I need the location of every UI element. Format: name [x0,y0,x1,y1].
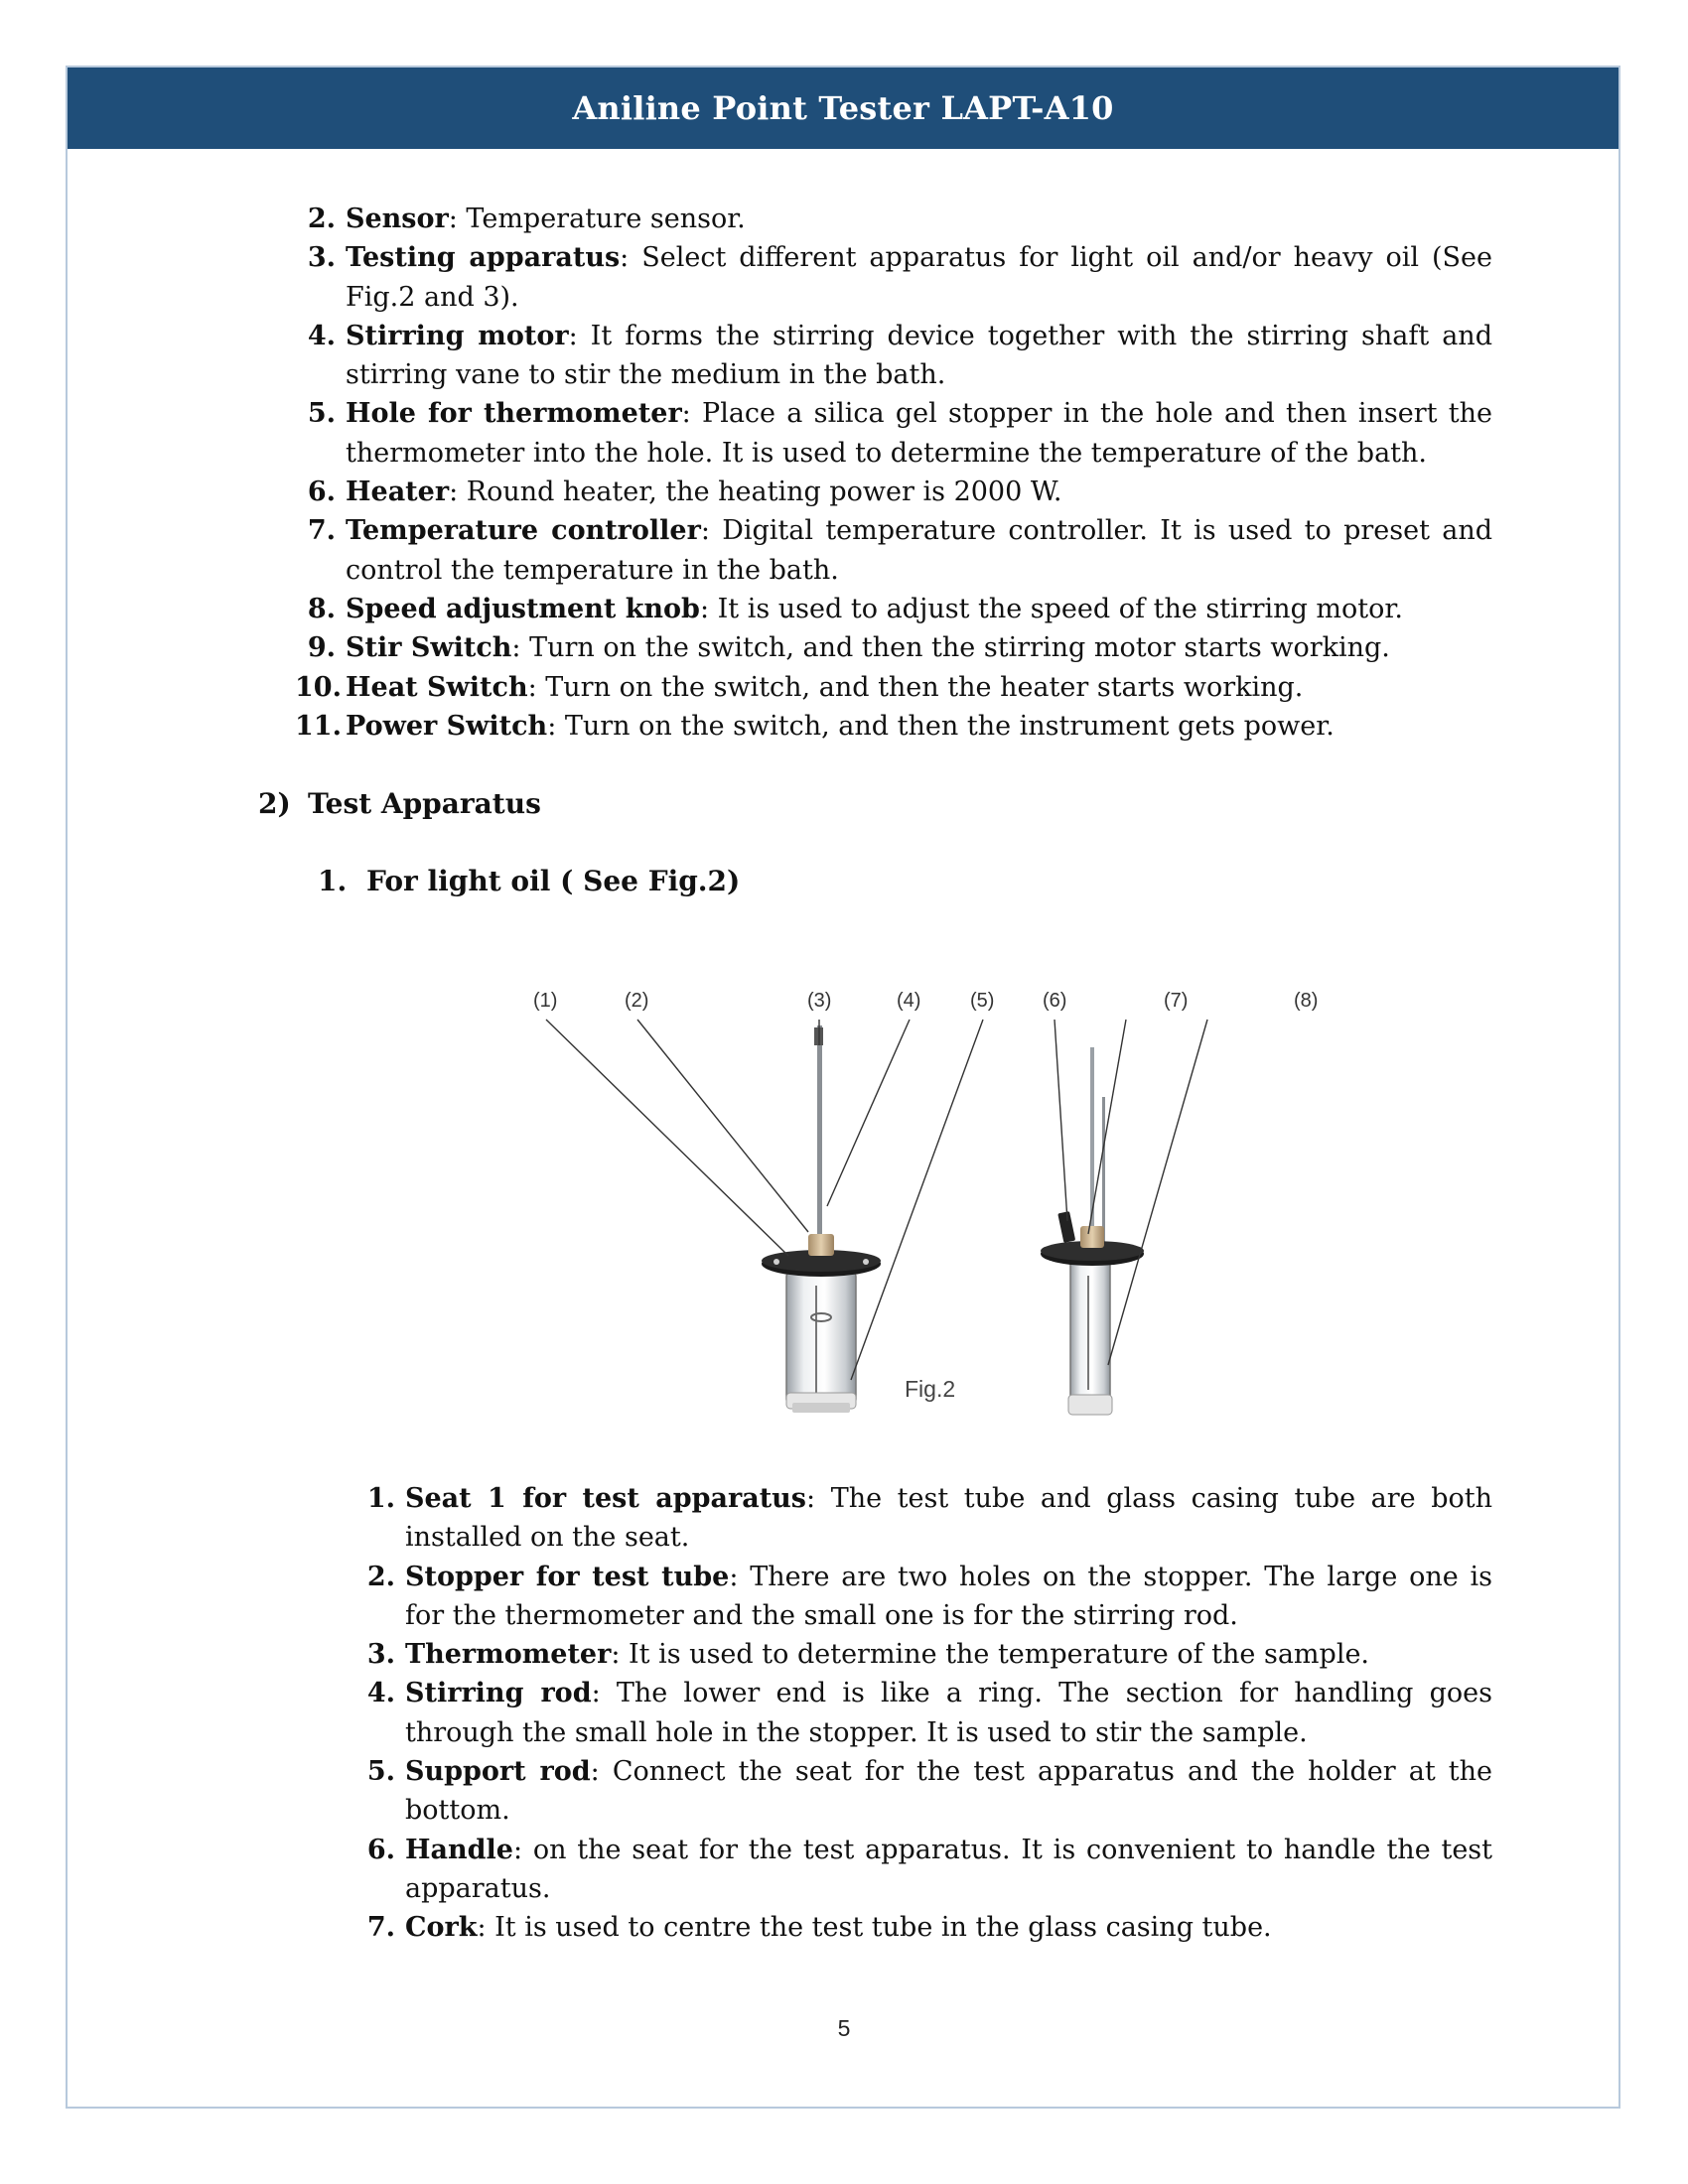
figure-caption: Fig.2 [905,1376,956,1402]
figure-label: (8) [1294,990,1319,1012]
page-header [68,68,1618,149]
apparatus-parts-list [366,1479,1492,1948]
list-item: 3. Thermometer: It is used to determine the temperature of the sample. [366,1639,1370,1671]
document-title: Aniline Point Tester LAPT-A10 [572,89,1114,127]
list-item: 2. Stopper for test tube: There are two holes on the stopper. The large one is for the thermometer and the small one is for the stirring rod. [366,1561,1492,1631]
light-oil-apparatus-right [1041,1047,1144,1415]
figure-label: (7) [1164,990,1189,1012]
list-item: 6. Handle: on the seat for the test apparatus. It is convenient to handle the test apparatus. [366,1834,1492,1904]
list-item: 5. Hole for thermometer: Place a silica gel stopper in the hole and then insert the thermometer into the hole. It is used to determine the temperature of the bath. [307,398,1493,469]
apparatus-figure [526,988,1340,1439]
figure-label: (6) [1043,990,1067,1012]
list-item: 8. Speed adjustment knob: It is used to adjust the speed of the stirring motor. [307,593,1403,624]
list-item: 7. Cork: It is used to centre the test tube in the glass casing tube. [366,1912,1272,1944]
list-item: 9. Stir Switch: Turn on the switch, and then the stirring motor starts working. [307,632,1390,664]
light-oil-apparatus-left [762,1025,881,1413]
list-item: 6. Heater: Round heater, the heating power is 2000 W. [307,477,1062,508]
list-item: 5. Support rod: Connect the seat for the test apparatus and the holder at the bottom. [366,1756,1492,1827]
list-item: 1. Seat 1 for test apparatus: The test tube and glass casing tube are both installed on the seat. [366,1483,1492,1554]
components-list [295,200,1493,746]
figure-label: (2) [625,990,649,1012]
figure-label: (3) [807,990,832,1012]
apparatus-illustration [526,988,1340,1439]
figure-label: (5) [970,990,995,1012]
list-item: 4. Stirring motor: It forms the stirring device together with the stirring shaft and stirring vane to stir the medium in the bath. [307,320,1492,391]
figure-label: (1) [533,990,558,1012]
page-number: 5 [837,2015,851,2041]
list-item: 11. Power Switch: Turn on the switch, and then the instrument gets power. [295,710,1335,742]
section-heading: 2) Test Apparatus [258,787,541,820]
figure-label: (4) [897,990,921,1012]
list-item: 4. Stirring rod: The lower end is like a ring. The section for handling goes through the small hole in the stopper. It is used to stir the sample. [366,1678,1492,1748]
list-item: 2. Sensor: Temperature sensor. [307,204,746,234]
list-item: 7. Temperature controller: Digital temperature controller. It is used to preset and control the temperature in the bath. [307,515,1492,586]
list-item: 3. Testing apparatus: Select different apparatus for light oil and/or heavy oil (See Fig.2 and 3). [307,242,1493,313]
list-item: 10. Heat Switch: Turn on the switch, and then the heater starts working. [295,671,1304,703]
subsection-heading: 1. For light oil ( See Fig.2) [318,865,741,897]
